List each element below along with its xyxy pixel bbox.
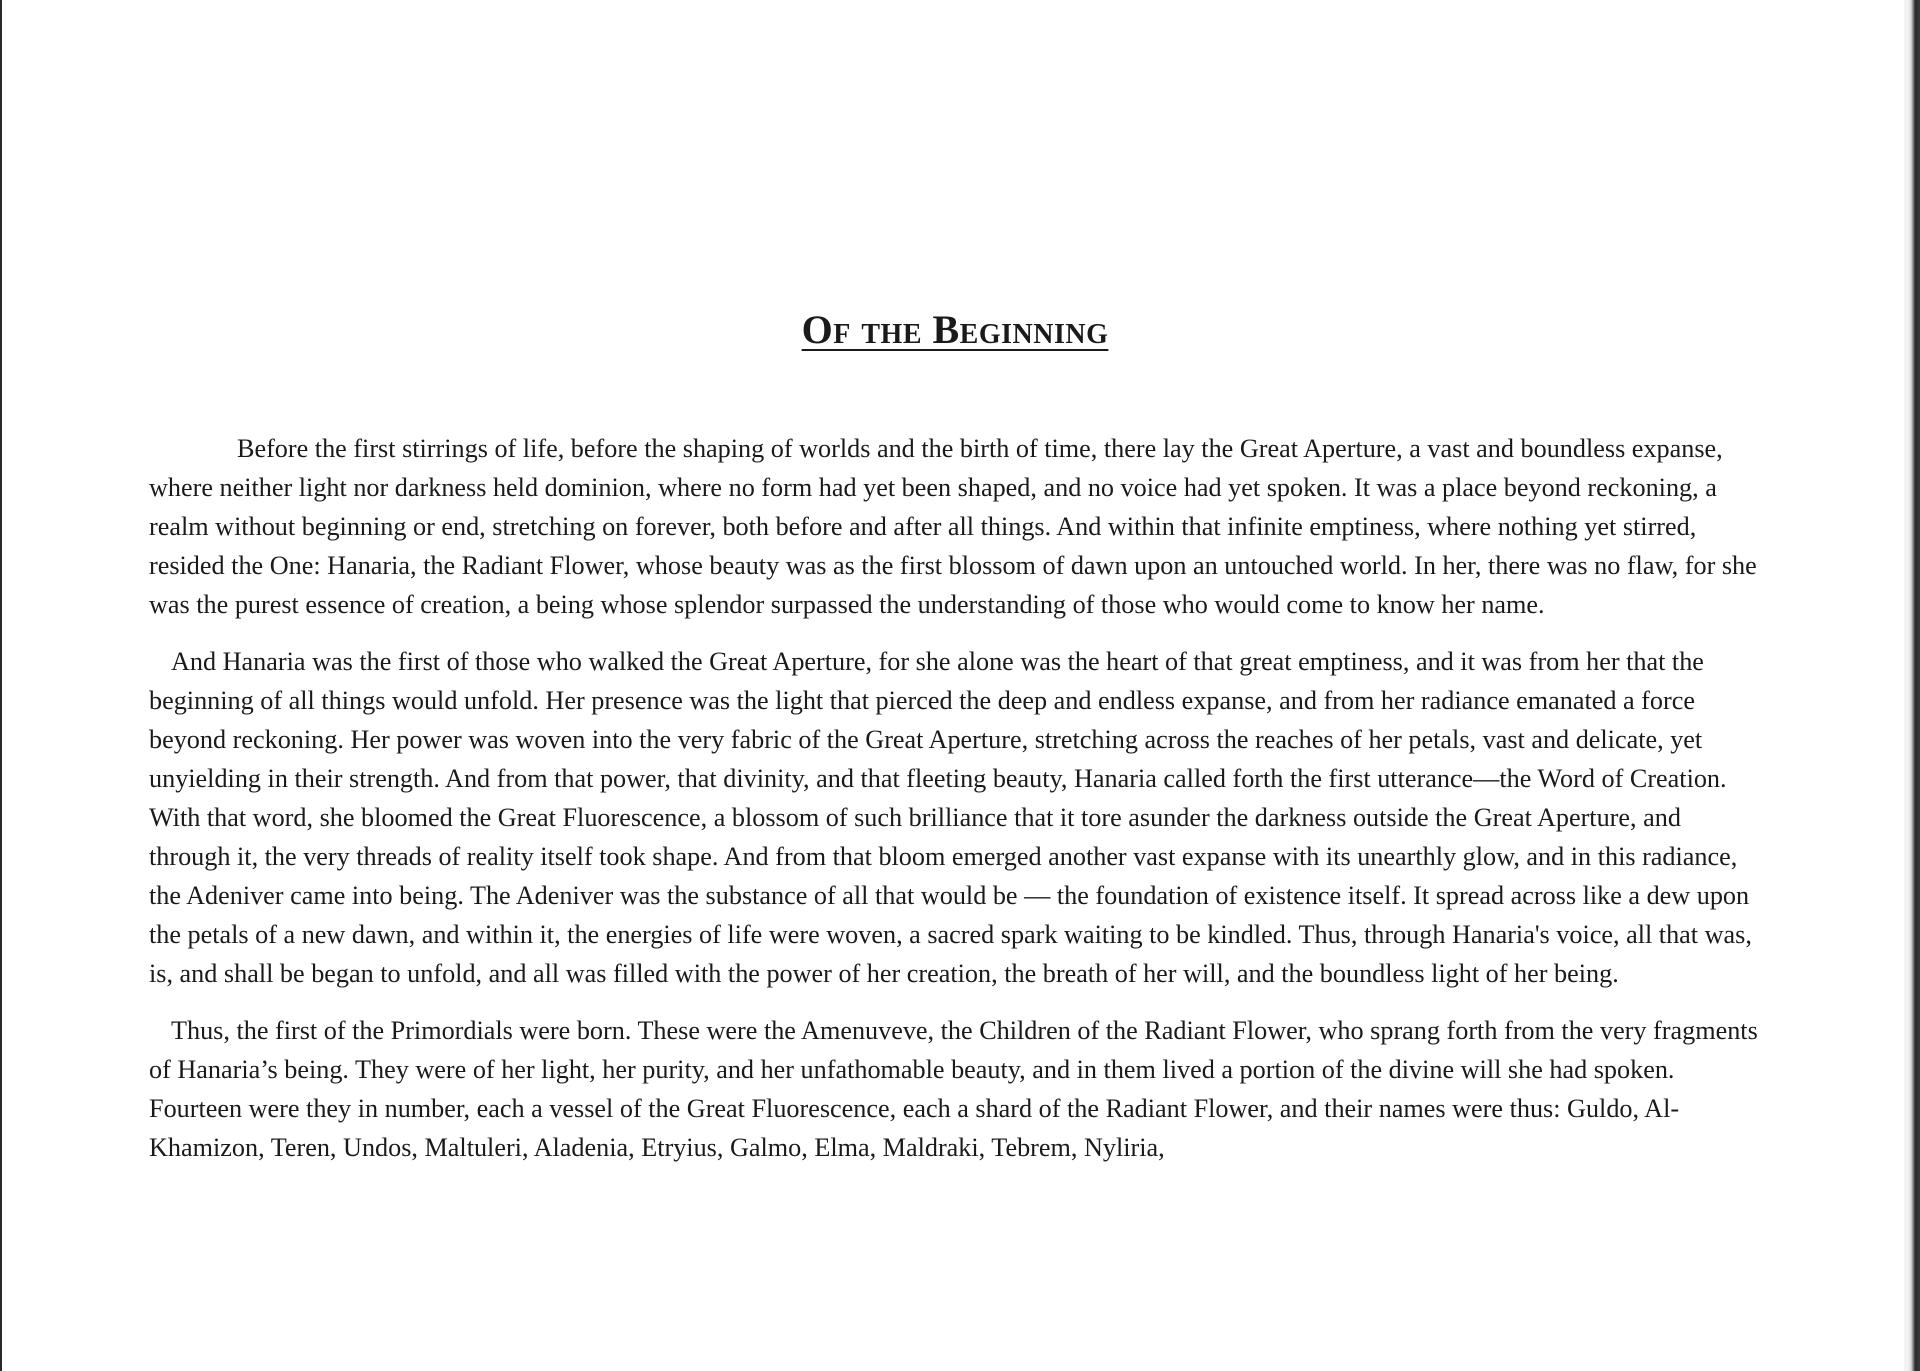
paragraph-3: Thus, the first of the Primordials were born. These were the Amenuveve, the Children of the Radiant Flower, who sprang forth from the very fragments of Hanaria’s being. They were of her light, her purity, and her unfathomable beauty, and in them lived a portion of the divine will she had spoken. Fourteen were they in number, each a vessel of the Great Fluorescence, each a shard of the Radiant Flower, and their names were thus: Guldo, Al-Khamizon, Teren, Undos, Maltuleri, Aladenia, Etryius, Galmo, Elma, Maldraki, Tebrem, Nyliria,: [149, 1016, 1758, 1162]
paragraph-1: Before the first stirrings of life, before the shaping of worlds and the birth of time, there lay the Great Aperture, a vast and boundless expanse, where neither light nor darkness held dominion, where no form had yet been shaped, and no voice had yet spoken. It was a place beyond reckoning, a realm without beginning or end, stretching on forever, both before and after all things. And within that infinite emptiness, where nothing yet stirred, resided the One: Hanaria, the Radiant Flower, whose beauty was as the first blossom of dawn upon an untouched world. In her, there was no flaw, for she was the purest essence of creation, a being whose splendor surpassed the understanding of those who would come to know her name.: [149, 434, 1757, 619]
chapter-title: Of the Beginning: [801, 307, 1109, 352]
paragraph-2: And Hanaria was the first of those who walked the Great Aperture, for she alone was the heart of that great emptiness, and it was from her that the beginning of all things would unfold. Her presence was the light that pierced the deep and endless expanse, and from her radiance emanated a force beyond reckoning. Her power was woven into the very fabric of the Great Aperture, stretching across the reaches of her petals, vast and delicate, yet unyielding in their strength. And from that power, that divinity, and that fleeting beauty, Hanaria called forth the first utterance—the Word of Creation. With that word, she bloomed the Great Fluorescence, a blossom of such brilliance that it tore asunder the darkness outside the Great Aperture, and through it, the very threads of reality itself took shape. And from that bloom emerged another vast expanse with its unearthly glow, and in this radiance, the Adeniver came into being. The Adeniver was the substance of all that would be — the foundation of existence itself. It spread across like a dew upon the petals of a new dawn, and within it, the energies of life were woven, a sacred spark waiting to be kindled. Thus, through Hanaria's voice, all that was, is, and shall be began to unfold, and all was filled with the power of her creation, the breath of her will, and the boundless light of her being.: [149, 647, 1752, 988]
page-left-border: [0, 0, 2, 1371]
window-right-edge: [1904, 0, 1920, 1371]
chapter-body: [149, 429, 1759, 1185]
